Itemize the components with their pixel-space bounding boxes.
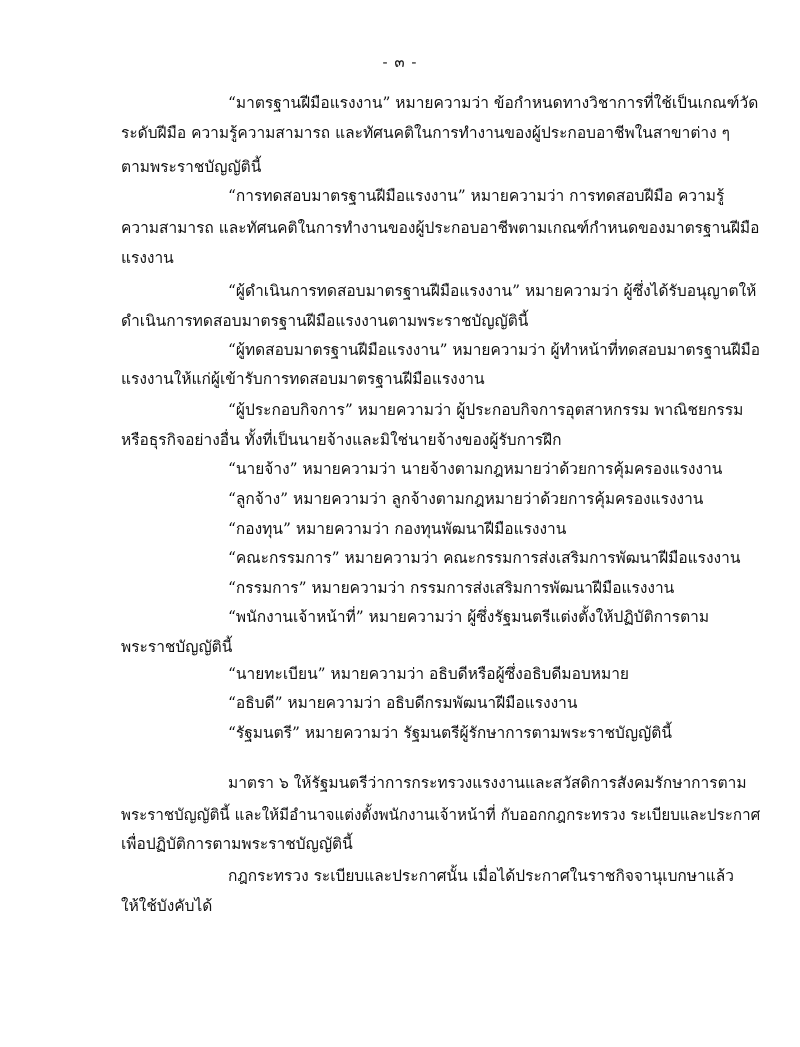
definition-employer: “นายจ้าง” หมายความว่า นายจ้างตามกฎหมายว่าด้วยการคุ้มครองแรงงาน [228, 460, 723, 478]
definition-official-line-2: พระราชบัญญัตินี้ [121, 638, 233, 656]
definition-tester-line-1: “ผู้ทดสอบมาตรฐานฝีมือแรงงาน” หมายความว่า ผู้ทำหน้าที่ทดสอบมาตรฐานฝีมือ [228, 341, 761, 359]
definition-minister: “รัฐมนตรี” หมายความว่า รัฐมนตรีผู้รักษาการตามพระราชบัญญัตินี้ [228, 724, 672, 742]
definition-employee: “ลูกจ้าง” หมายความว่า ลูกจ้างตามกฎหมายว่าด้วยการคุ้มครองแรงงาน [228, 490, 704, 508]
definition-fund: “กองทุน” หมายความว่า กองทุนพัฒนาฝีมือแรงงาน [228, 520, 567, 538]
definition-skill-standard-line-1: “มาตรฐานฝีมือแรงงาน” หมายความว่า ข้อกำหนดทางวิชาการที่ใช้เป็นเกณฑ์วัด [228, 94, 759, 112]
definition-skill-standard-line-3: ตามพระราชบัญญัตินี้ [121, 158, 262, 176]
section-6-paragraph-2-line-2: ให้ใช้บังคับได้ [121, 897, 213, 915]
definition-committee-member: “กรรมการ” หมายความว่า กรรมการส่งเสริมการพัฒนาฝีมือแรงงาน [228, 579, 675, 597]
definition-skill-standard-line-2: ระดับฝีมือ ความรู้ความสามารถ และทัศนคติในการทำงานของผู้ประกอบอาชีพในสาขาต่าง ๆ [121, 124, 730, 142]
section-6-line-1: มาตรา ๖ ให้รัฐมนตรีว่าการกระทรวงแรงงานและสวัสดิการสังคมรักษาการตาม [228, 774, 747, 792]
definition-skill-test-line-3: แรงงาน [121, 249, 174, 267]
definition-director-general: “อธิบดี” หมายความว่า อธิบดีกรมพัฒนาฝีมือแรงงาน [228, 694, 578, 712]
definition-skill-test-line-1: “การทดสอบมาตรฐานฝีมือแรงงาน” หมายความว่า การทดสอบฝีมือ ความรู้ [228, 187, 725, 205]
section-6-line-3: เพื่อปฏิบัติการตามพระราชบัญญัตินี้ [121, 835, 353, 853]
page-number: - ๓ - [382, 53, 418, 71]
definition-committee: “คณะกรรมการ” หมายความว่า คณะกรรมการส่งเสริมการพัฒนาฝีมือแรงงาน [228, 549, 741, 567]
section-6-line-2: พระราชบัญญัตินี้ และให้มีอำนาจแต่งตั้งพนักงานเจ้าหน้าที่ กับออกกฎกระทรวง ระเบียบและประกาศ [121, 806, 761, 824]
definition-test-operator-line-2: ดำเนินการทดสอบมาตรฐานฝีมือแรงงานตามพระราชบัญญัตินี้ [121, 312, 529, 330]
section-6-paragraph-2-line-1: กฎกระทรวง ระเบียบและประกาศนั้น เมื่อได้ประกาศในราชกิจจานุเบกษาแล้ว [228, 867, 734, 885]
definition-business-operator-line-2: หรือธุรกิจอย่างอื่น ทั้งที่เป็นนายจ้างและมิใช่นายจ้างของผู้รับการฝึก [121, 431, 562, 449]
definition-registrar: “นายทะเบียน” หมายความว่า อธิบดีหรือผู้ซึ่งอธิบดีมอบหมาย [228, 665, 630, 683]
definition-business-operator-line-1: “ผู้ประกอบกิจการ” หมายความว่า ผู้ประกอบกิจการอุตสาหกรรม พาณิชยกรรม [228, 401, 744, 419]
definition-skill-test-line-2: ความสามารถ และทัศนคติในการทำงานของผู้ประกอบอาชีพตามเกณฑ์กำหนดของมาตรฐานฝีมือ [121, 219, 760, 237]
definition-tester-line-2: แรงงานให้แก่ผู้เข้ารับการทดสอบมาตรฐานฝีมือแรงงาน [121, 370, 485, 388]
definition-official-line-1: “พนักงานเจ้าหน้าที่” หมายความว่า ผู้ซึ่งรัฐมนตรีแต่งตั้งให้ปฏิบัติการตาม [228, 608, 710, 626]
definition-test-operator-line-1: “ผู้ดำเนินการทดสอบมาตรฐานฝีมือแรงงาน” หมายความว่า ผู้ซึ่งได้รับอนุญาตให้ [228, 282, 757, 300]
